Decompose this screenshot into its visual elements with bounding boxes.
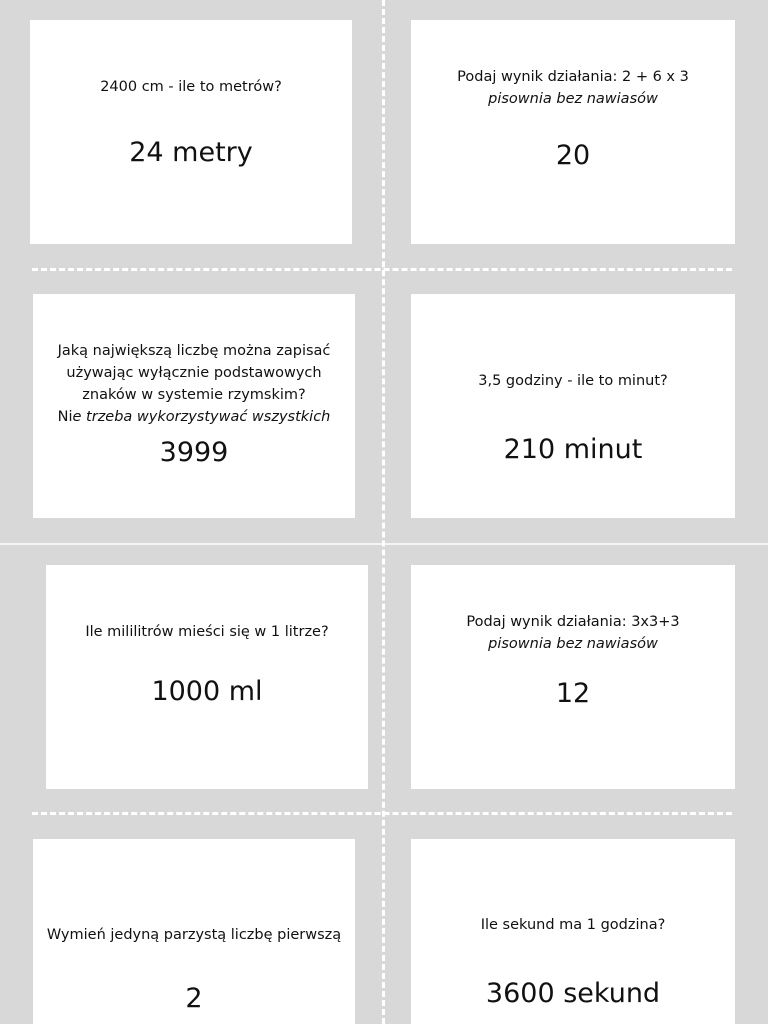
flashcard bbox=[411, 565, 735, 789]
flashcard bbox=[46, 565, 368, 789]
question-note: pisownia bez nawiasów bbox=[488, 636, 658, 652]
question-line: Jaką największą liczbę można zapisać bbox=[57, 343, 331, 359]
question-note: pisownia bez nawiasów bbox=[488, 91, 658, 107]
flashcard bbox=[411, 294, 735, 518]
card-answer: 3999 bbox=[159, 437, 229, 468]
note-italic: e trzeba wykorzystywać wszystkich bbox=[72, 409, 331, 425]
card-question bbox=[33, 340, 355, 428]
card-answer: 1000 ml bbox=[151, 676, 263, 707]
card-answer: 12 bbox=[555, 678, 591, 709]
question-line: Wymień jedyną parzystą liczbę pierwszą bbox=[46, 927, 342, 943]
card-answer: 24 metry bbox=[129, 137, 253, 168]
card-question bbox=[46, 621, 368, 643]
question-line: 2400 cm - ile to metrów? bbox=[100, 79, 282, 95]
flashcard bbox=[30, 20, 352, 244]
flashcard bbox=[411, 20, 735, 244]
horizontal-cut-line-bottom bbox=[32, 812, 732, 815]
card-answer: 210 minut bbox=[503, 434, 643, 465]
question-line: znaków w systemie rzymskim? bbox=[82, 387, 306, 403]
card-answer: 2 bbox=[185, 983, 203, 1014]
card-question bbox=[411, 66, 735, 110]
question-line: 3,5 godziny - ile to minut? bbox=[478, 373, 668, 389]
card-answer: 3600 sekund bbox=[485, 978, 661, 1009]
horizontal-cut-line-top bbox=[32, 268, 732, 271]
card-answer: 20 bbox=[555, 140, 591, 171]
card-question bbox=[30, 76, 352, 98]
question-line: Ile mililitrów mieści się w 1 litrze? bbox=[85, 624, 329, 640]
card-question bbox=[411, 914, 735, 936]
question-line: używając wyłącznie podstawowych bbox=[66, 365, 322, 381]
question-line: Podaj wynik działania: 3x3+3 bbox=[466, 614, 680, 630]
note-prefix: Ni bbox=[57, 409, 73, 425]
question-line: Ile sekund ma 1 godzina? bbox=[480, 917, 666, 933]
question-note bbox=[33, 406, 355, 428]
card-question bbox=[411, 370, 735, 392]
question-line: Podaj wynik działania: 2 + 6 x 3 bbox=[457, 69, 689, 85]
flashcard bbox=[411, 839, 735, 1024]
flashcard bbox=[33, 839, 355, 1024]
card-question bbox=[33, 924, 355, 946]
flashcard bbox=[33, 294, 355, 518]
vertical-cut-line bbox=[382, 0, 385, 1024]
card-question bbox=[411, 611, 735, 655]
